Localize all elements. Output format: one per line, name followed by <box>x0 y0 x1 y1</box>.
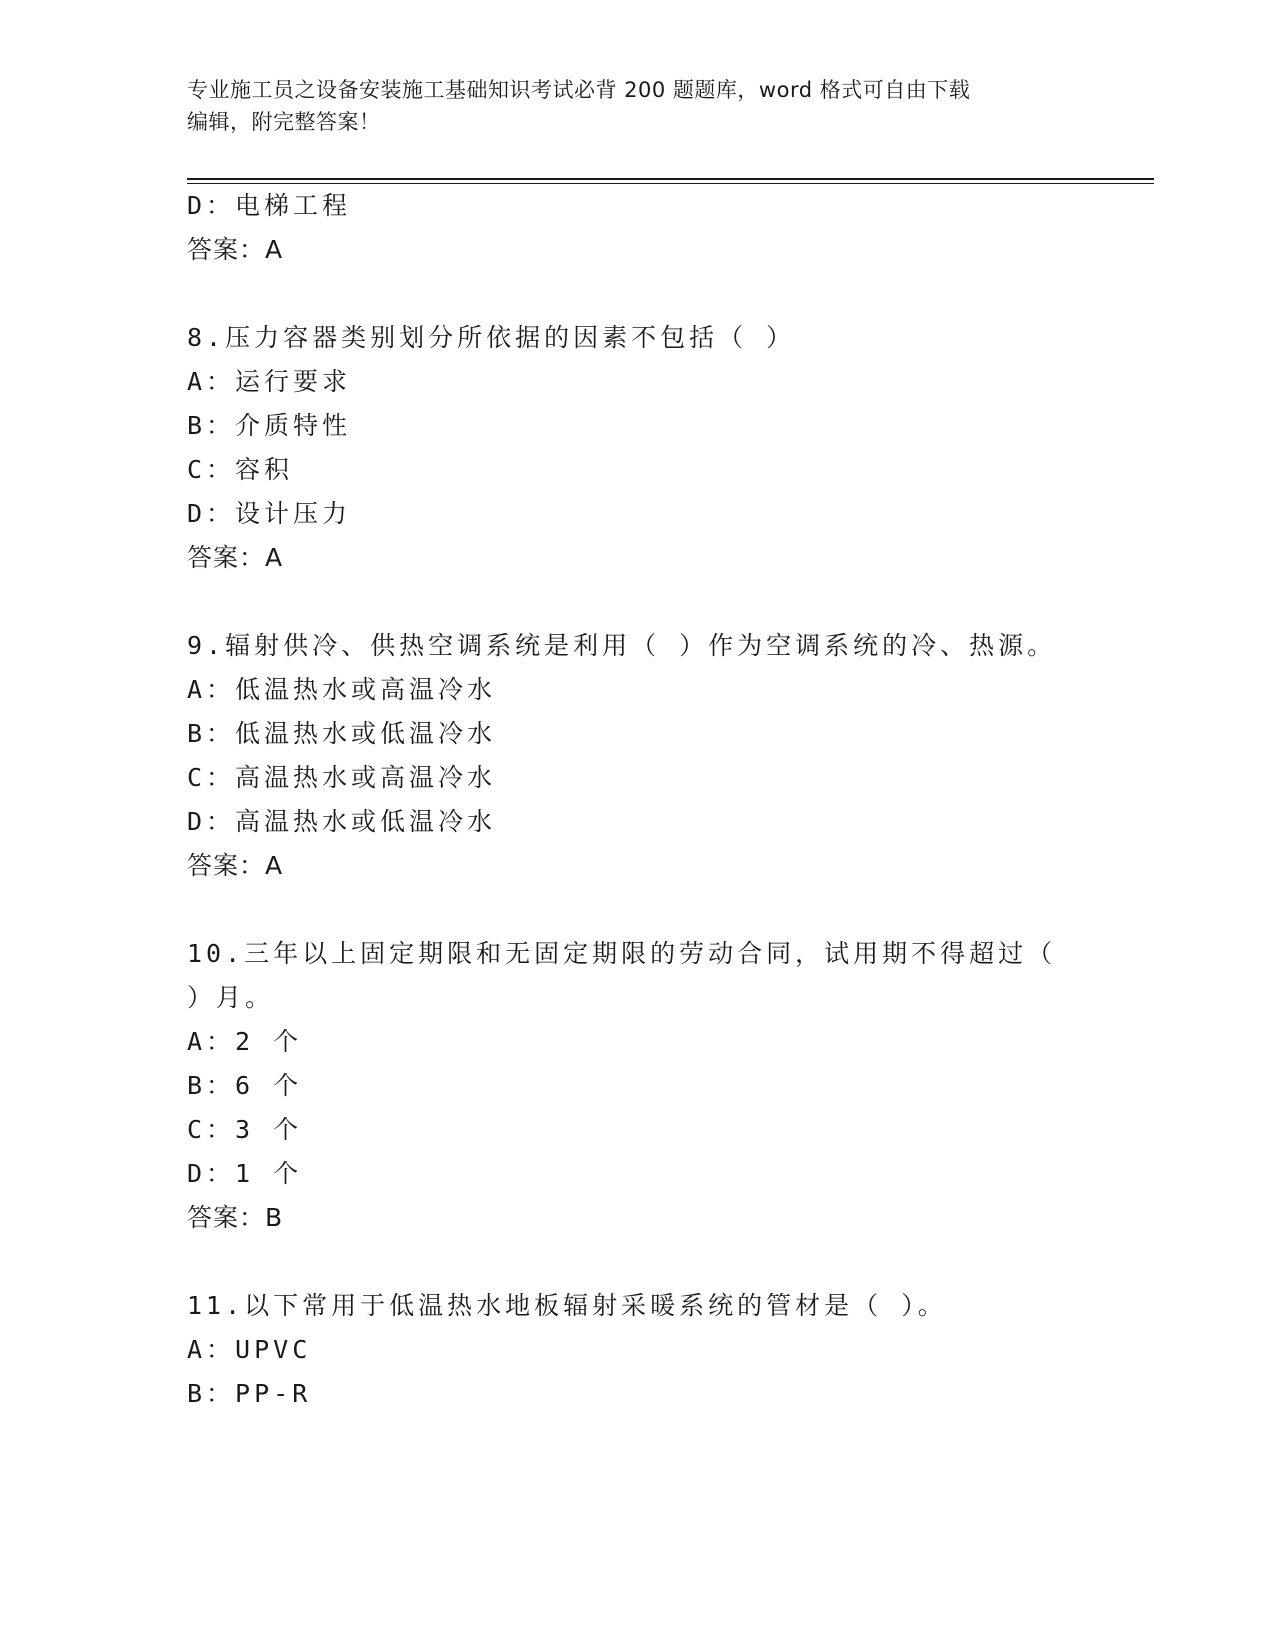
q9-answer: 答案：A <box>187 851 284 880</box>
q10-stem-line-1: 10.三年以上固定期限和无固定期限的劳动合同，试用期不得超过（ <box>187 939 1057 968</box>
q10-option-c: C：3 个 <box>187 1115 303 1144</box>
q7-answer: 答案：A <box>187 235 284 264</box>
q11-option-b: B：PP-R <box>187 1379 312 1408</box>
header-line-2: 编辑，附完整答案！ <box>187 110 381 134</box>
q8-stem: 8.压力容器类别划分所依据的因素不包括（ ） <box>187 323 796 352</box>
q8-answer: 答案：A <box>187 543 284 572</box>
q8-option-c: C：容积 <box>187 455 294 484</box>
document-header <box>187 74 1087 138</box>
q9-stem: 9.辐射供冷、供热空调系统是利用（ ）作为空调系统的冷、热源。 <box>187 631 1057 660</box>
q9-option-a: A：低温热水或高温冷水 <box>187 675 497 704</box>
q10-option-a: A：2 个 <box>187 1027 303 1056</box>
q10-stem-line-2: ）月。 <box>187 983 275 1012</box>
q9-option-b: B：低温热水或低温冷水 <box>187 719 497 748</box>
header-line-1: 专业施工员之设备安装施工基础知识考试必背 200 题题库，word 格式可自由下载 <box>187 78 971 102</box>
q8-option-b: B：介质特性 <box>187 411 352 440</box>
q11-stem: 11.以下常用于低温热水地板辐射采暖系统的管材是（ ）。 <box>187 1291 947 1320</box>
q7-option-d: D：电梯工程 <box>187 191 352 220</box>
q10-option-b: B：6 个 <box>187 1071 303 1100</box>
q9-option-d: D：高温热水或低温冷水 <box>187 807 497 836</box>
q11-option-a: A：UPVC <box>187 1335 312 1364</box>
q9-option-c: C：高温热水或高温冷水 <box>187 763 497 792</box>
q10-option-d: D：1 个 <box>187 1159 303 1188</box>
q8-option-d: D：设计压力 <box>187 499 352 528</box>
header-divider-thin <box>187 183 1154 184</box>
q8-option-a: A：运行要求 <box>187 367 352 396</box>
header-divider-thick <box>187 178 1154 180</box>
q10-answer: 答案：B <box>187 1203 284 1232</box>
